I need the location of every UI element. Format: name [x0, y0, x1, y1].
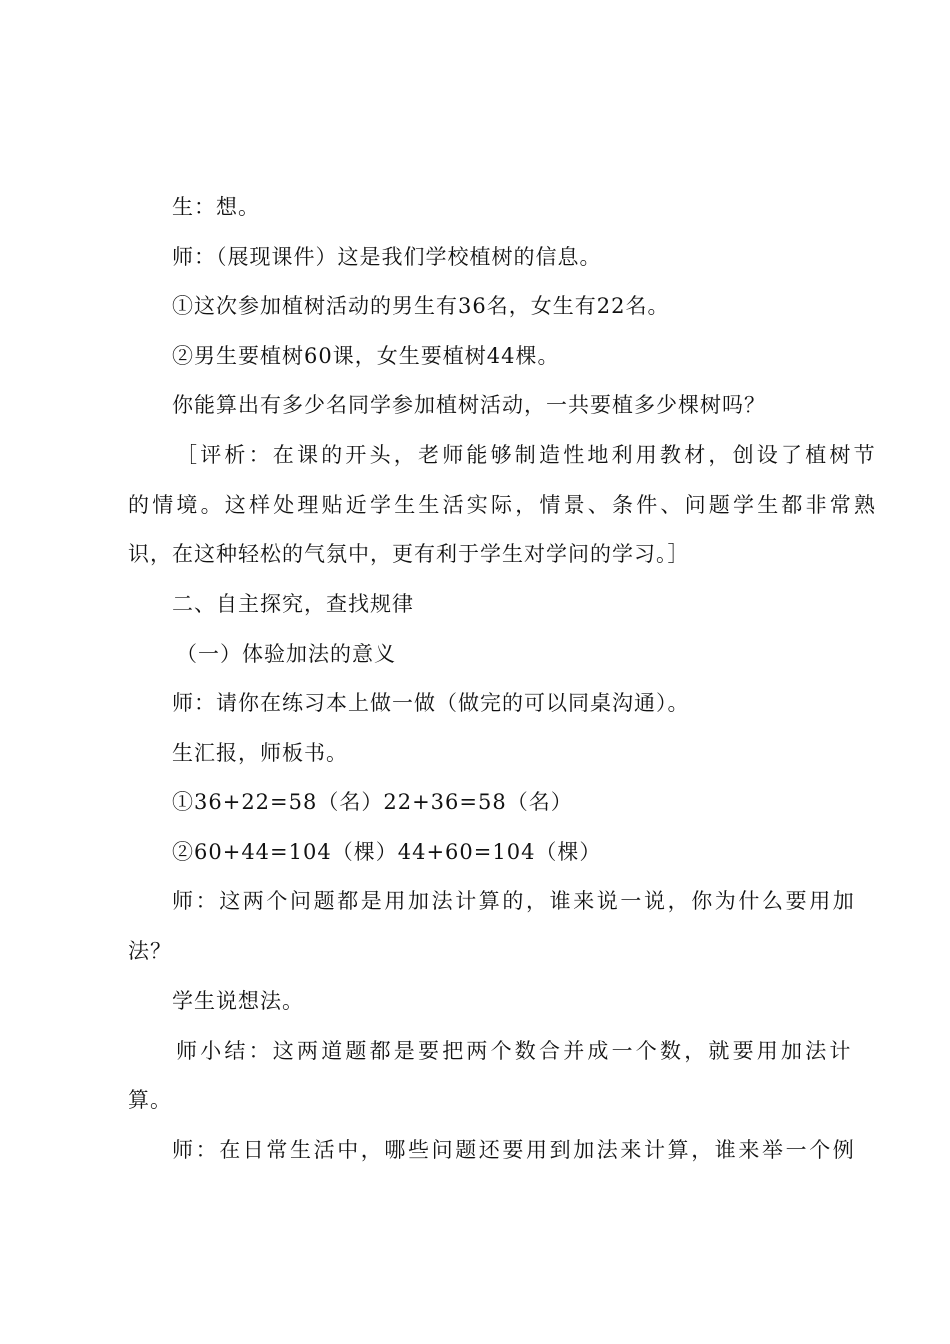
paragraph-line: ①这次参加植树活动的男生有36名，女生有22名。 — [172, 294, 670, 318]
paragraph-line: ②男生要植树60课，女生要植树44棵。 — [172, 344, 560, 368]
equation-line: ②60+44=104（棵）44+60=104（棵） — [172, 840, 602, 864]
paragraph-line: 生：想。 — [172, 195, 260, 219]
paragraph-line: 师小结：这两道题都是要把两个数合并成一个数，就要用加法计 — [176, 1039, 854, 1063]
equation-line: ①36+22=58（名）22+36=58（名） — [172, 790, 573, 814]
paragraph-line: 识，在这种轻松的气氛中，更有利于学生对学问的学习。］ — [128, 542, 690, 566]
paragraph-line: 师：这两个问题都是用加法计算的，谁来说一说，你为什么要用加 — [172, 889, 857, 913]
paragraph-line: 学生说想法。 — [172, 989, 304, 1013]
paragraph-line: 师：在日常生活中，哪些问题还要用到加法来计算，谁来举一个例 — [172, 1138, 857, 1162]
paragraph-line: ［评析：在课的开头，老师能够制造性地利用教材，创设了植树节 — [176, 443, 878, 467]
paragraph-line: 你能算出有多少名同学参加植树活动，一共要植多少棵树吗？ — [172, 393, 766, 417]
paragraph-line: 师：（展现课件）这是我们学校植树的信息。 — [172, 245, 602, 269]
paragraph-line: 的情境。这样处理贴近学生生活实际，情景、条件、问题学生都非常熟 — [128, 493, 879, 517]
paragraph-line: 算。 — [128, 1088, 172, 1112]
paragraph-line: 师：请你在练习本上做一做（做完的可以同桌沟通）。 — [172, 691, 690, 715]
paragraph-line: 生汇报，师板书。 — [172, 741, 348, 765]
section-heading: 二、自主探究，查找规律 — [172, 592, 414, 616]
subsection-heading: （一）体验加法的意义 — [176, 642, 396, 666]
paragraph-line: 法？ — [128, 939, 172, 963]
